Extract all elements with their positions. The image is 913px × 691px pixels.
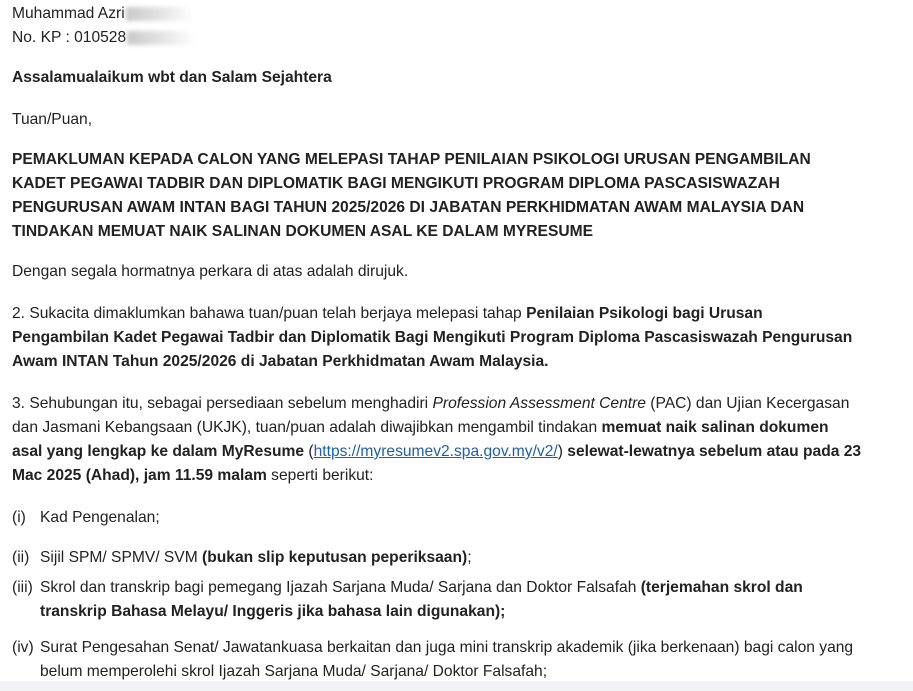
subject-line-2: KADET PEGAWAI TADBIR DAN DIPLOMATIK BAGI MENGIKUTI PROGRAM DIPLOMA PASCASISWAZAH: [12, 175, 780, 192]
paragraph-1: Dengan segala hormatnya perkara di atas adalah dirujuk.: [12, 263, 409, 280]
p3-text: dan Jasmani Kebangsaan (UKJK), tuan/puan adalah diwajibkan mengambil tindakan: [12, 419, 602, 436]
p3-text: 3. Sehubungan itu, sebagai persediaan sebelum menghadiri: [12, 395, 433, 412]
recipient-name-text: Muhammad Azri: [12, 5, 125, 22]
paragraph-2-line-3: Awam INTAN Tahun 2025/2026 di Jabatan Perkhidmatan Awam Malaysia.: [12, 353, 549, 370]
recipient-ic: [12, 26, 195, 50]
subject-line-1: PEMAKLUMAN KEPADA CALON YANG MELEPASI TAHAP PENILAIAN PSIKOLOGI URUSAN PENGAMBILAN: [12, 151, 811, 168]
redacted-name: [126, 7, 194, 21]
list-item-i: [12, 506, 160, 530]
p2-text: 2. Sukacita dimaklumkan bahawa tuan/puan telah berjaya melepasi tahap: [12, 305, 527, 322]
recipient-ic-text: No. KP : 010528: [12, 29, 127, 46]
list-text: Skrol dan transkrip bagi pemegang Ijazah Sarjana Muda/ Sarjana dan Doktor Falsafah: [40, 579, 641, 596]
list-text: Kad Pengenalan;: [40, 509, 160, 526]
list-bold: (bukan slip keputusan peperiksaan): [202, 549, 468, 566]
list-text: Sijil SPM/ SPMV/ SVM: [40, 549, 203, 566]
p3-text: seperti berikut:: [266, 467, 374, 484]
p3-italic: Profession Assessment Centre: [432, 395, 646, 412]
myresume-link[interactable]: https://myresumev2.spa.gov.my/v2/: [313, 443, 558, 460]
list-item-ii: [12, 546, 472, 570]
list-number: (i): [12, 509, 26, 526]
p3-bold: Mac 2025 (Ahad), jam 11.59 malam: [12, 467, 267, 484]
p3-text: ): [557, 443, 568, 460]
greeting: Assalamualaikum wbt dan Salam Sejahtera: [12, 69, 332, 86]
list-item-iii: [12, 576, 803, 600]
list-number: (iv): [12, 639, 34, 656]
p3-text: (: [304, 443, 314, 460]
list-number: (iii): [12, 579, 33, 596]
viewport-bottom-edge: [0, 681, 913, 691]
p3-bold: memuat naik salinan dokumen: [601, 419, 829, 436]
p2-bold: Penilaian Psikologi bagi Urusan: [526, 305, 763, 322]
p3-bold: asal yang lengkap ke dalam MyResume: [12, 443, 305, 460]
subject-line-3: PENGURUSAN AWAM INTAN BAGI TAHUN 2025/2026 DI JABATAN PERKHIDMATAN AWAM MALAYSIA DAN: [12, 199, 805, 216]
paragraph-3-line-1: [12, 392, 849, 416]
redacted-ic: [127, 31, 195, 45]
list-item-iv: [12, 636, 853, 660]
paragraph-2-line-1: [12, 302, 763, 326]
p3-text: (PAC) dan Ujian Kecergasan: [645, 395, 850, 412]
recipient-name: [12, 2, 194, 26]
list-text: Surat Pengesahan Senat/ Jawatankuasa berkaitan dan juga mini transkrip akademik (jika berkenaan) bagi calon yang: [40, 639, 854, 656]
list-number: (ii): [12, 549, 30, 566]
list-text: ;: [467, 549, 472, 566]
subject-line-4: TINDAKAN MEMUAT NAIK SALINAN DOKUMEN ASAL KE DALAM MYRESUME: [12, 223, 593, 240]
paragraph-3-line-2: [12, 416, 829, 440]
list-item-iii-line-2: transkrip Bahasa Melayu/ Inggeris jika bahasa lain digunakan);: [40, 603, 506, 620]
paragraph-3-line-4: [12, 464, 373, 488]
p3-bold: selewat-lewatnya sebelum atau pada 23: [567, 443, 862, 460]
paragraph-2-line-2: Pengambilan Kadet Pegawai Tadbir dan Diplomatik Bagi Mengikuti Program Diploma Pascasiswazah Pengurusan: [12, 329, 853, 346]
list-item-iv-line-2: belum memperolehi skrol Ijazah Sarjana Muda/ Sarjana/ Doktor Falsafah;: [40, 663, 548, 680]
list-bold: (terjemahan skrol dan: [640, 579, 803, 596]
paragraph-3-line-3: [12, 440, 861, 464]
salutation: Tuan/Puan,: [12, 111, 93, 128]
